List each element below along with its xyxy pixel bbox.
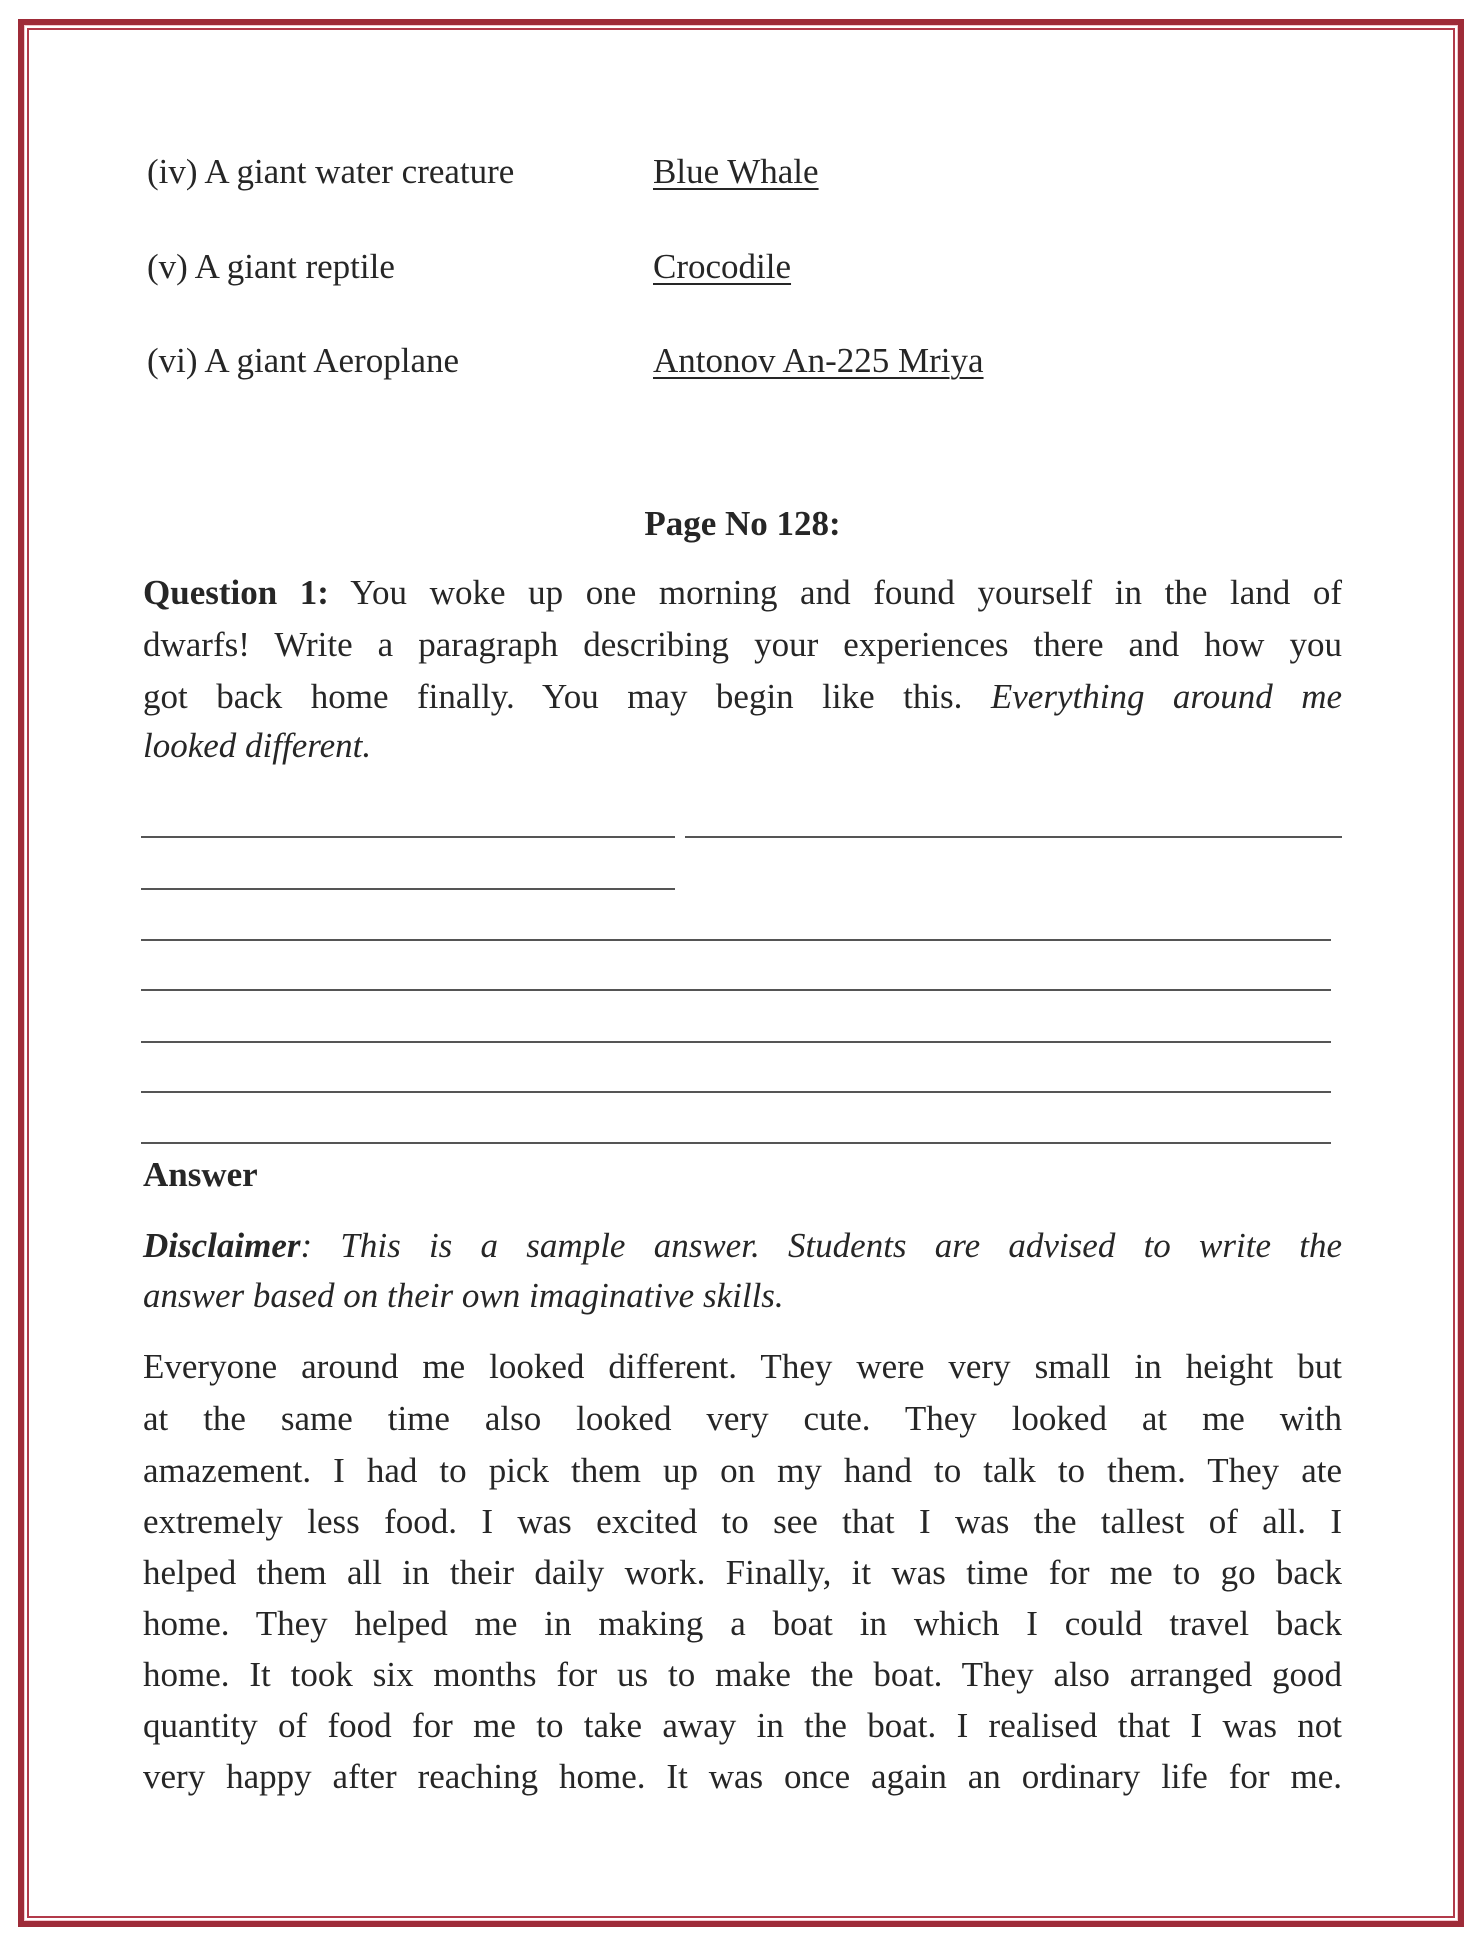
answer-paragraph-line: extremely less food. I was excited to see that I was the tallest of all. I [143, 1502, 1342, 1541]
matching-answer: Blue Whale [653, 152, 819, 191]
answer-paragraph-line: amazement. I had to pick them up on my hand to talk to them. They ate [143, 1451, 1342, 1490]
matching-prompt: (vi) A giant Aeroplane [147, 341, 460, 380]
writing-line [141, 888, 675, 890]
answer-paragraph-line: home. They helped me in making a boat in which I could travel back [143, 1604, 1342, 1643]
writing-line [141, 1091, 1331, 1093]
page-heading: Page No 128: [644, 504, 841, 543]
matching-prompt: (v) A giant reptile [147, 247, 395, 286]
disclaimer-line: answer based on their own imaginative skills. [143, 1276, 784, 1315]
writing-line [141, 939, 1331, 941]
answer-paragraph-line: home. It took six months for us to make the boat. They also arranged good [143, 1655, 1342, 1694]
matching-answer: Antonov An-225 Mriya [653, 341, 984, 380]
question-line: dwarfs! Write a paragraph describing your experiences there and how you [143, 625, 1342, 664]
disclaimer-line: Disclaimer: This is a sample answer. Students are advised to write the [143, 1226, 1342, 1265]
matching-prompt: (iv) A giant water creature [147, 152, 515, 191]
answer-paragraph-line: Everyone around me looked different. They were very small in height but [143, 1347, 1342, 1386]
answer-paragraph-line: at the same time also looked very cute. They looked at me with [143, 1399, 1342, 1438]
answer-paragraph-line: helped them all in their daily work. Finally, it was time for me to go back [143, 1553, 1342, 1592]
matching-answer: Crocodile [653, 247, 792, 286]
disclaimer-label: Disclaimer [143, 1226, 301, 1265]
question-line: Question 1: You woke up one morning and found yourself in the land of [143, 573, 1342, 612]
writing-line [141, 1142, 1331, 1144]
question-line: got back home finally. You may begin like this. Everything around me [143, 677, 1343, 716]
writing-line [685, 836, 1342, 838]
question-line: looked different. [143, 726, 372, 765]
question-label: Question 1: [143, 573, 329, 612]
writing-line [141, 989, 1331, 991]
writing-line [141, 1041, 1331, 1043]
answer-paragraph-line: very happy after reaching home. It was once again an ordinary life for me. [143, 1757, 1342, 1796]
answer-paragraph-line: quantity of food for me to take away in the boat. I realised that I was not [143, 1706, 1342, 1745]
writing-line [141, 836, 675, 838]
answer-heading: Answer [143, 1155, 258, 1194]
